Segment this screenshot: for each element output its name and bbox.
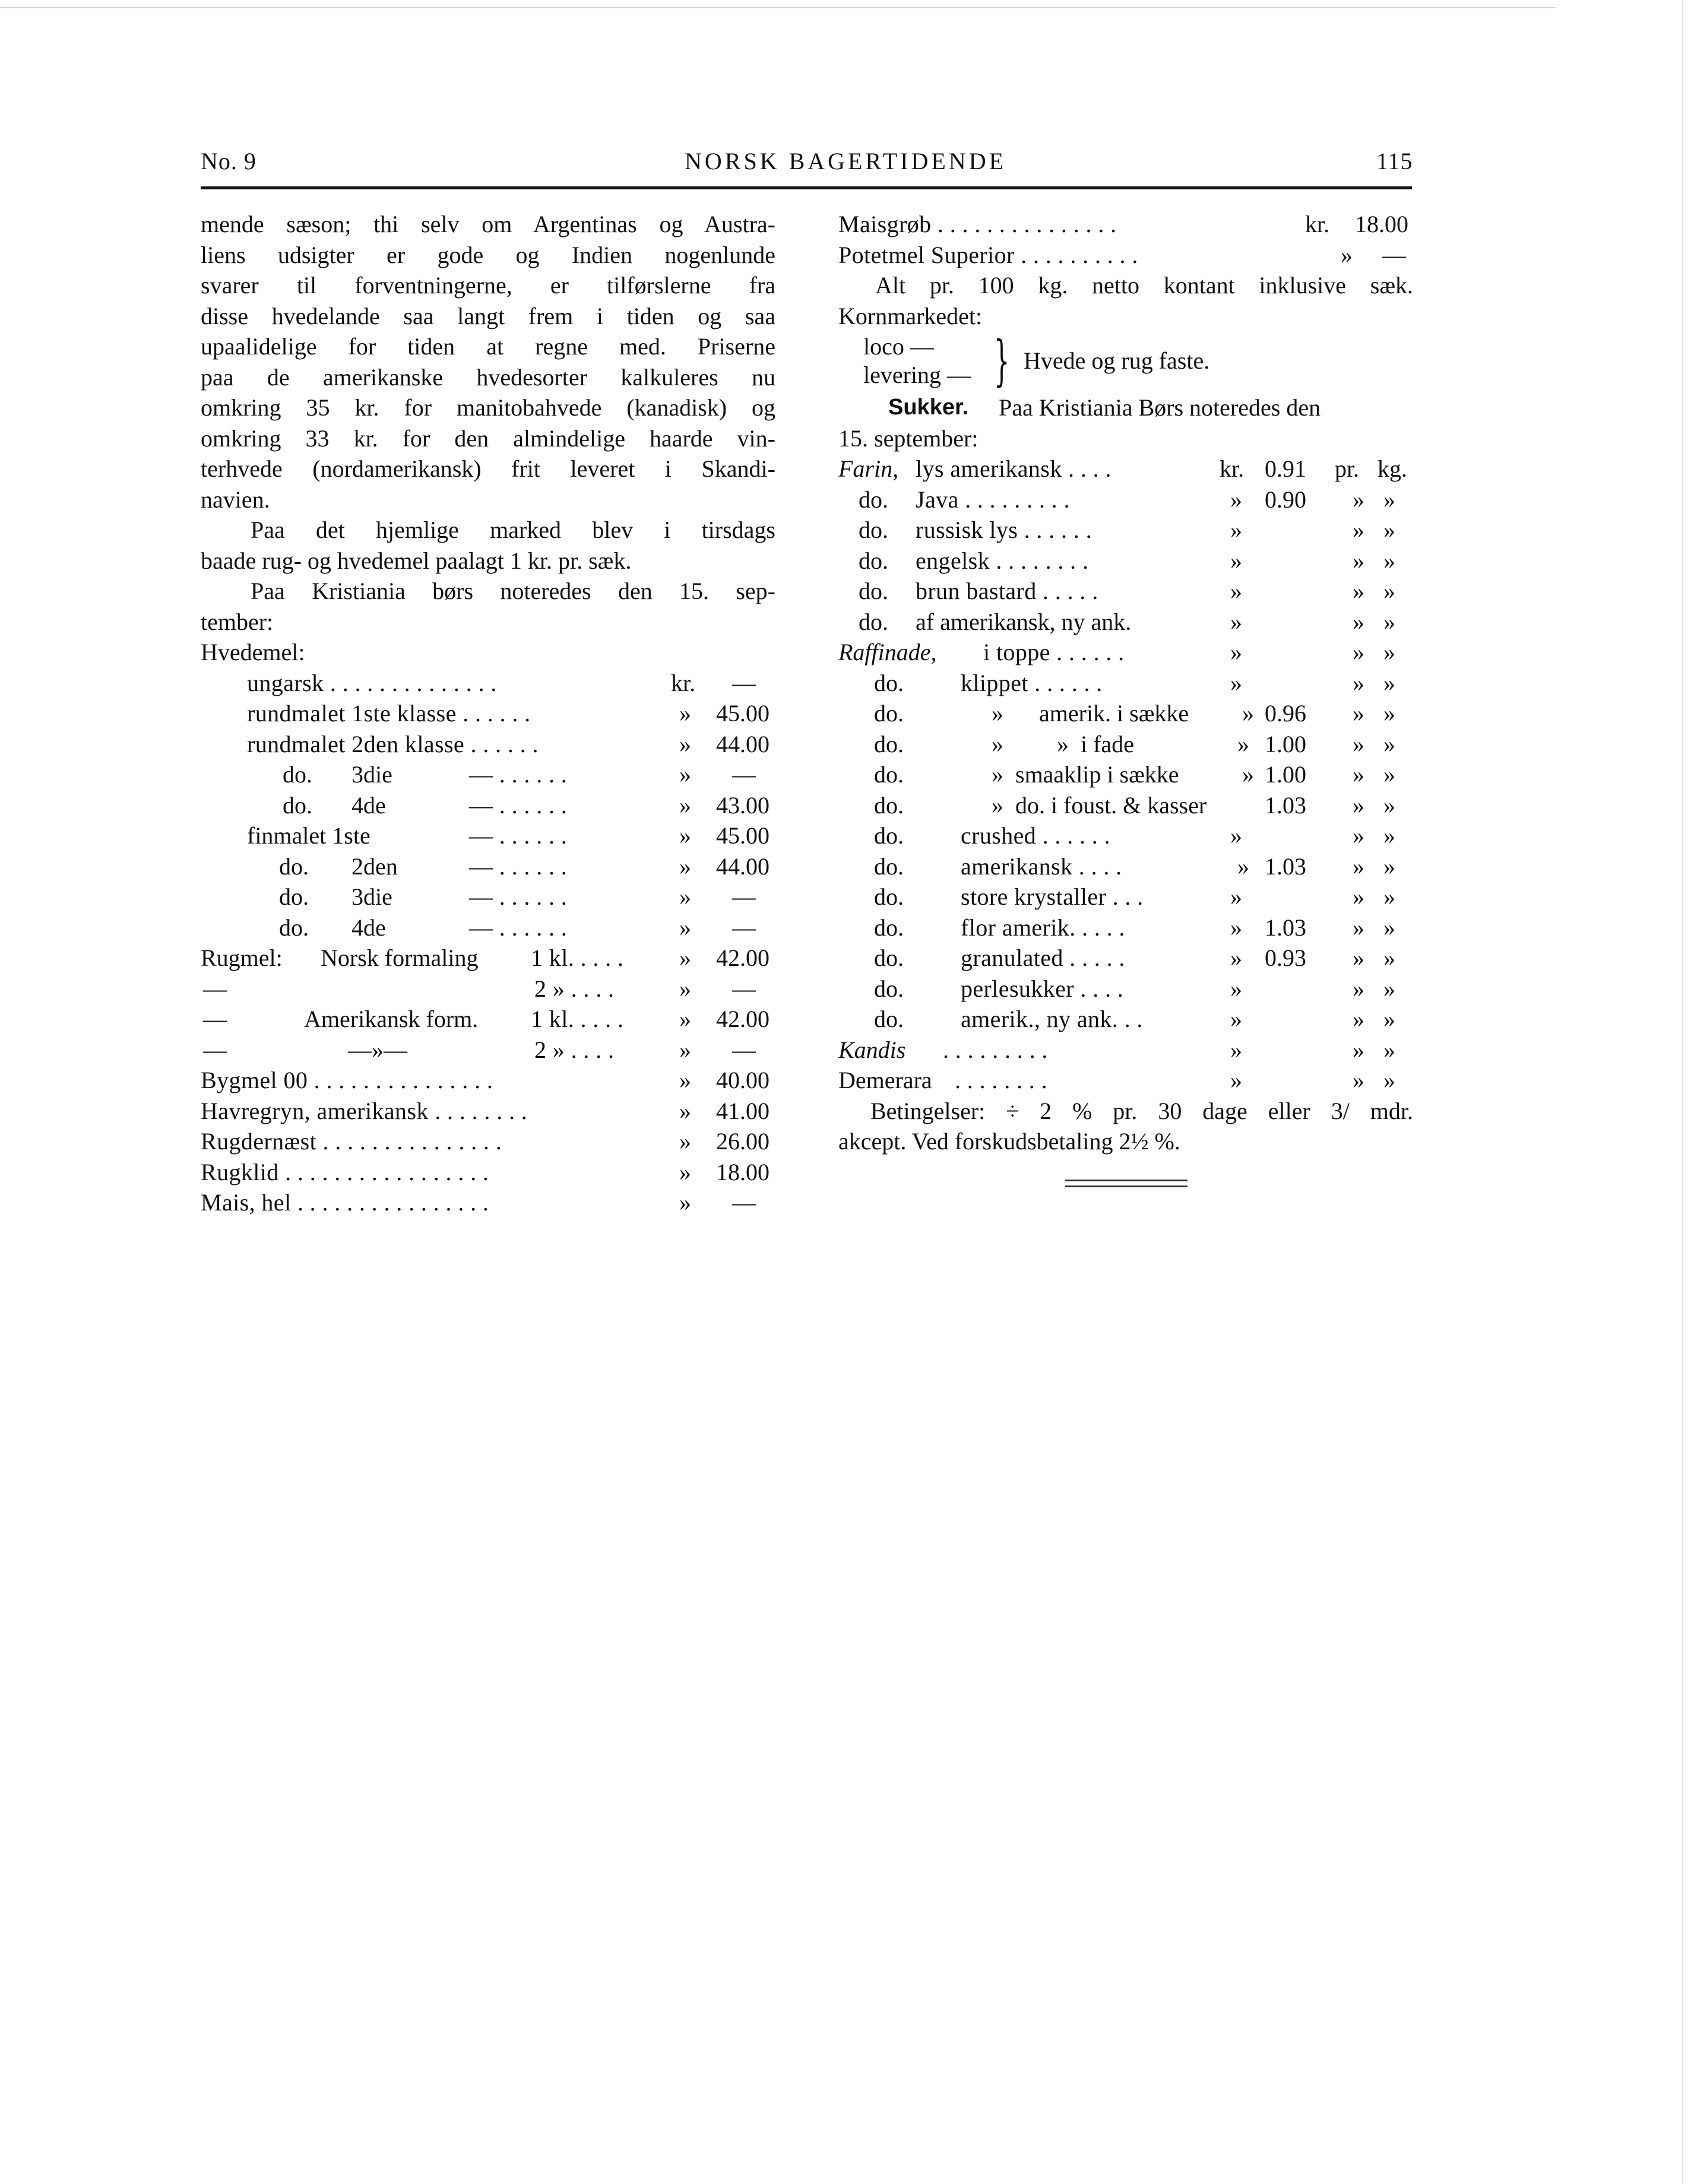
unit-kg: »: [1383, 486, 1395, 513]
price-value: 0.90: [1265, 486, 1306, 513]
sukker-intro: [838, 392, 1413, 423]
price-value: 42.00: [716, 1006, 770, 1032]
price-value: 26.00: [716, 1128, 770, 1155]
item-name: klippet . . . . . .: [961, 669, 1103, 696]
unit-per: »: [1353, 1067, 1364, 1093]
item-grade: 1 kl. . . . .: [531, 1006, 624, 1032]
item-name: do.: [279, 914, 309, 941]
price-row: [201, 974, 775, 1004]
unit-marker: »: [1230, 578, 1242, 604]
item-category: Farin,: [838, 455, 899, 482]
article-paragraph: [201, 209, 775, 515]
ditto-label: do.: [859, 486, 888, 513]
item-name: i toppe . . . . . .: [983, 639, 1125, 665]
item-grade: 2den: [352, 852, 398, 880]
unit-kg: »: [1383, 1006, 1395, 1032]
unit-per: »: [1353, 730, 1364, 757]
unit-per: »: [1353, 761, 1364, 788]
price-row: [838, 912, 1413, 943]
ditto-label: do.: [874, 761, 904, 788]
item-grade: 4de: [352, 791, 386, 819]
item-name: do.: [279, 852, 309, 880]
unit-kg: »: [1383, 1067, 1395, 1093]
item-filler: — . . . . . .: [469, 822, 568, 849]
unit-marker: »: [679, 791, 691, 819]
unit-marker: »: [1230, 547, 1242, 574]
unit-kg: »: [1383, 730, 1395, 757]
unit-marker: »: [679, 975, 691, 1002]
price-row: [838, 851, 1413, 882]
unit-marker: »: [679, 1097, 691, 1124]
price-row: [838, 637, 1413, 668]
price-row: [838, 484, 1413, 515]
end-rule: [1065, 1185, 1188, 1187]
item-name: » amerik. i sække: [992, 700, 1189, 727]
unit-kg: »: [1383, 944, 1395, 971]
unit-marker: »: [1230, 944, 1242, 971]
text-line: navien.: [201, 486, 270, 513]
item-name: Rugdernæst . . . . . . . . . . . . . . .: [201, 1128, 502, 1155]
unit-marker: kr.: [1305, 211, 1330, 237]
item-grade: 2 » . . . .: [534, 975, 615, 1002]
unit-marker: »: [679, 852, 691, 880]
unit-kg: »: [1383, 639, 1395, 665]
hvedemel-price-list: [201, 668, 775, 943]
unit-kg: »: [1383, 700, 1395, 727]
unit-marker: »: [1242, 761, 1254, 788]
unit-marker: »: [679, 1128, 691, 1155]
item-name: brun bastard . . . . .: [916, 578, 1098, 604]
unit-per: »: [1353, 608, 1364, 635]
price-row: [838, 1004, 1413, 1035]
unit-kg: »: [1383, 852, 1395, 880]
left-column: [201, 209, 775, 1218]
price-value: 1.03: [1265, 852, 1306, 880]
unit-per: »: [1353, 883, 1364, 910]
unit-marker: »: [1230, 486, 1242, 513]
unit-marker: »: [679, 1006, 691, 1032]
end-rule: [1065, 1180, 1188, 1181]
price-row: [838, 790, 1413, 821]
ditto-label: do.: [874, 791, 904, 819]
unit-marker: kr.: [1220, 455, 1244, 482]
sukker-date: 15. september:: [838, 424, 978, 452]
price-value: 43.00: [716, 791, 770, 819]
item-category: Kandis: [838, 1036, 906, 1063]
unit-marker: »: [1230, 914, 1242, 941]
ditto-label: do.: [859, 547, 888, 574]
unit-kg: »: [1383, 547, 1395, 574]
text-line: omkring 35 kr. for manitobahvede (kanadisk) og: [201, 394, 775, 421]
price-value: —: [732, 1036, 756, 1063]
unit-marker: »: [1242, 700, 1254, 727]
price-row: [838, 820, 1413, 851]
item-origin: Amerikansk form.: [304, 1006, 479, 1032]
ditto-label: do.: [874, 700, 904, 727]
item-name: » smaaklip i sække: [992, 761, 1179, 788]
ditto-label: do.: [874, 944, 904, 971]
unit-marker: »: [1230, 1006, 1242, 1032]
price-value: 1.00: [1265, 730, 1306, 757]
text-line: Paa det hjemlige marked blev i tirsdags: [251, 516, 775, 543]
unit-marker: »: [679, 914, 691, 941]
unit-per: »: [1353, 791, 1364, 819]
price-row: [838, 454, 1413, 484]
ditto-label: do.: [874, 669, 904, 696]
price-value: 42.00: [716, 944, 770, 971]
price-row: [201, 790, 775, 821]
price-row: [201, 882, 775, 912]
ditto-mark: —: [203, 1036, 227, 1063]
price-row: [838, 882, 1413, 912]
unit-marker: »: [1230, 669, 1242, 696]
price-row: [838, 1035, 1413, 1066]
text-line: mende sæson; thi selv om Argentinas og Austra-: [201, 211, 775, 237]
scan-edge-line: [0, 7, 1556, 8]
unit-marker: »: [1230, 639, 1242, 665]
unit-per: »: [1353, 547, 1364, 574]
price-row: [838, 546, 1413, 576]
unit-marker: »: [679, 1189, 691, 1216]
text-line: tember:: [201, 608, 274, 635]
unit-per: »: [1353, 700, 1364, 727]
price-value: —: [732, 883, 756, 910]
price-value: 44.00: [716, 730, 770, 757]
price-value: 1.03: [1265, 914, 1306, 941]
ditto-label: do.: [874, 975, 904, 1002]
ditto-label: do.: [874, 852, 904, 880]
unit-marker: »: [679, 700, 691, 727]
text-line: Paa Kristiania børs noteredes den 15. sep-: [251, 578, 775, 604]
unit-marker: »: [1341, 241, 1353, 268]
price-row: [201, 912, 775, 943]
unit-marker: »: [679, 1036, 691, 1063]
unit-per: »: [1353, 852, 1364, 880]
item-name: Potetmel Superior . . . . . . . . . .: [838, 241, 1138, 268]
item-name: do.: [283, 761, 312, 788]
sukker-intro-text: Paa Kristiania Børs noteredes den: [999, 394, 1321, 421]
price-value: —: [732, 914, 756, 941]
unit-marker: »: [1230, 516, 1242, 543]
price-row: [838, 729, 1413, 760]
price-value: —: [732, 975, 756, 1002]
item-origin: Norsk formaling: [321, 944, 479, 971]
item-name: rundmalet 1ste klasse . . . . . .: [247, 700, 531, 727]
price-value: 41.00: [716, 1097, 770, 1124]
price-row: [201, 820, 775, 851]
ditto-mark: —: [203, 1006, 227, 1032]
price-value: 0.96: [1265, 700, 1306, 727]
unit-marker: »: [679, 944, 691, 971]
unit-kg: »: [1383, 883, 1395, 910]
price-row: [838, 759, 1413, 790]
price-row: [838, 515, 1413, 546]
item-name: Maisgrøb . . . . . . . . . . . . . . .: [838, 211, 1117, 237]
item-name: rundmalet 2den klasse . . . . . .: [247, 730, 539, 757]
text-line: paa de amerikanske hvedesorter kalkuleres nu: [201, 363, 775, 391]
ditto-label: do.: [874, 822, 904, 849]
ditto-label: do.: [874, 730, 904, 757]
kornmarkedet-heading: Kornmarkedet:: [838, 302, 983, 329]
item-grade: 3die: [352, 761, 392, 788]
item-grade: 1 kl. . . . .: [531, 944, 624, 971]
unit-marker: »: [679, 1067, 691, 1093]
item-grade: 3die: [352, 883, 392, 910]
item-name: do.: [283, 791, 312, 819]
item-name: amerikansk . . . .: [961, 852, 1122, 880]
price-row: [201, 943, 775, 974]
item-name: Mais, hel . . . . . . . . . . . . . . . .: [201, 1189, 489, 1216]
unit-per: »: [1353, 578, 1364, 604]
price-value: 0.91: [1265, 455, 1306, 482]
price-value: —: [1382, 241, 1406, 268]
unit-marker: »: [1230, 1067, 1242, 1093]
loco-label: loco —: [863, 333, 934, 360]
terms-line: akcept. Ved forskudsbetaling 2½ %.: [838, 1128, 1180, 1155]
unit-per: »: [1353, 944, 1364, 971]
price-row: [201, 1187, 775, 1218]
price-row: [201, 1065, 775, 1096]
unit-kg: »: [1383, 608, 1395, 635]
unit-marker: »: [1230, 975, 1242, 1002]
unit-kg: »: [1383, 516, 1395, 543]
unit-kg: »: [1383, 669, 1395, 696]
unit-kg: »: [1383, 914, 1395, 941]
sugar-price-list: [838, 454, 1413, 1096]
price-row: [838, 240, 1413, 271]
item-name: Java . . . . . . . . .: [916, 486, 1070, 513]
right-column: [838, 209, 1413, 1157]
price-value: 40.00: [716, 1067, 770, 1093]
levering-label: levering —: [863, 362, 971, 388]
header-rule: [201, 186, 1412, 189]
unit-marker: »: [1237, 852, 1249, 880]
unit-per: »: [1353, 822, 1364, 849]
item-name: granulated . . . . .: [961, 944, 1125, 971]
item-name: perlesukker . . . .: [961, 975, 1124, 1002]
unit-kg: »: [1383, 761, 1395, 788]
terms-line: Alt pr. 100 kg. netto kontant inklusive sæk.: [875, 272, 1413, 299]
text-line: terhvede (nordamerikansk) frit leveret i Skandi-: [201, 455, 775, 482]
unit-marker: »: [679, 730, 691, 757]
item-name: russisk lys . . . . . .: [916, 516, 1092, 543]
text-line: baade rug- og hvedemel paalagt 1 kr. pr. sæk.: [201, 547, 632, 574]
price-value: 44.00: [716, 852, 770, 880]
price-row: [838, 698, 1413, 729]
item-name: Rugklid . . . . . . . . . . . . . . . . .: [201, 1158, 489, 1185]
item-category: Raffinade,: [838, 639, 937, 665]
price-value: —: [732, 761, 756, 788]
ditto-label: do.: [874, 883, 904, 910]
unit-kg: »: [1383, 1036, 1395, 1063]
scan-edge-line: [1682, 0, 1683, 2184]
item-name: » do. i foust. & kasser: [992, 791, 1207, 819]
price-value: —: [732, 1189, 756, 1216]
item-name: Havregryn, amerikansk . . . . . . . .: [201, 1097, 528, 1124]
ditto-mark: —: [203, 975, 227, 1002]
unit-per: pr.: [1335, 455, 1360, 482]
item-name: Rugmel:: [201, 944, 283, 971]
price-value: 18.00: [716, 1158, 770, 1185]
price-row: [201, 1096, 775, 1127]
price-row: [201, 668, 775, 699]
price-row: [201, 851, 775, 882]
price-value: —: [732, 669, 756, 696]
unit-marker: »: [1230, 1036, 1242, 1063]
price-row: [201, 1157, 775, 1188]
text-line: omkring 33 kr. for den almindelige haarde vin-: [201, 424, 775, 452]
grain-market-status: Hvede og rug faste.: [1024, 347, 1210, 374]
ditto-label: do.: [859, 516, 888, 543]
unit-marker: »: [1230, 608, 1242, 635]
item-name: store krystaller . . .: [961, 883, 1144, 910]
item-filler: — . . . . . .: [469, 914, 568, 941]
item-origin: —»—: [348, 1036, 407, 1063]
item-filler: . . . . . . . . .: [943, 1036, 1048, 1063]
item-grade: 4de: [352, 914, 386, 941]
item-name: lys amerikansk . . . .: [916, 455, 1112, 482]
unit-per: »: [1353, 516, 1364, 543]
unit-kg: »: [1383, 791, 1395, 819]
unit-marker: »: [679, 822, 691, 849]
item-filler: — . . . . . .: [469, 761, 568, 788]
unit-marker: kr.: [671, 669, 696, 696]
item-filler: — . . . . . .: [469, 791, 568, 819]
price-row: [201, 759, 775, 790]
unit-per: »: [1353, 1036, 1364, 1063]
price-row: [838, 943, 1413, 974]
page-number: 115: [1376, 148, 1413, 175]
rugmel-price-list: [201, 943, 775, 1065]
price-value: 45.00: [716, 822, 770, 849]
price-row: [838, 668, 1413, 699]
unit-kg: kg.: [1378, 455, 1407, 482]
unit-per: »: [1353, 975, 1364, 1002]
price-row: [201, 1004, 775, 1035]
price-row: [201, 1035, 775, 1066]
issue-number: No. 9: [201, 148, 256, 175]
unit-marker: »: [679, 761, 691, 788]
text-line: liens udsigter er gode og Indien nogenlunde: [201, 241, 775, 268]
item-filler: — . . . . . .: [469, 852, 568, 880]
brace-icon: }: [994, 329, 1010, 392]
unit-kg: »: [1383, 822, 1395, 849]
item-name: » » i fade: [992, 730, 1134, 757]
price-value: 1.00: [1265, 761, 1306, 788]
grain-market-note: [838, 331, 1413, 392]
unit-per: »: [1353, 486, 1364, 513]
unit-kg: »: [1383, 975, 1395, 1002]
unit-marker: »: [1230, 883, 1242, 910]
item-grade: 2 » . . . .: [534, 1036, 615, 1063]
ditto-label: do.: [859, 608, 888, 635]
item-filler: — . . . . . .: [469, 883, 568, 910]
price-value: 1.03: [1265, 791, 1306, 819]
unit-per: »: [1353, 1006, 1364, 1032]
price-row: [838, 209, 1413, 240]
item-name: do.: [279, 883, 309, 910]
terms-line: Betingelser: ÷ 2 % pr. 30 dage eller 3/ mdr.: [870, 1097, 1413, 1124]
item-name: finmalet 1ste: [247, 822, 370, 849]
price-row: [838, 974, 1413, 1004]
price-row: [201, 1126, 775, 1157]
price-value: 45.00: [716, 700, 770, 727]
price-row: [201, 729, 775, 760]
unit-marker: »: [679, 1158, 691, 1185]
hvedemel-heading: Hvedemel:: [201, 639, 305, 665]
price-value: 0.93: [1265, 944, 1306, 971]
item-name: crushed . . . . . .: [961, 822, 1110, 849]
unit-per: »: [1353, 669, 1364, 696]
unit-marker: »: [1230, 822, 1242, 849]
other-price-list: [201, 1065, 775, 1218]
item-name: ungarsk . . . . . . . . . . . . . .: [247, 669, 497, 696]
article-paragraph: [201, 515, 775, 576]
text-line: svarer til forventningerne, er tilførslerne fra: [201, 272, 775, 299]
unit-marker: »: [1237, 730, 1249, 757]
unit-per: »: [1353, 914, 1364, 941]
item-name: flor amerik. . . . .: [961, 914, 1125, 941]
journal-title: NORSK BAGERTIDENDE: [684, 148, 1007, 175]
text-line: disse hvedelande saa langt frem i tiden og saa: [201, 302, 775, 329]
price-row: [201, 698, 775, 729]
ditto-label: do.: [874, 1006, 904, 1032]
article-paragraph: [201, 576, 775, 637]
item-name: Bygmel 00 . . . . . . . . . . . . . . .: [201, 1067, 493, 1093]
unit-per: »: [1353, 639, 1364, 665]
item-name: amerik., ny ank. . .: [961, 1006, 1143, 1032]
unit-kg: »: [1383, 578, 1395, 604]
item-name: engelsk . . . . . . . .: [916, 547, 1089, 574]
price-value: 18.00: [1355, 211, 1408, 237]
unit-marker: »: [679, 883, 691, 910]
ditto-label: do.: [874, 914, 904, 941]
item-name: Demerara: [838, 1067, 932, 1093]
item-name: af amerikansk, ny ank.: [916, 608, 1132, 635]
ditto-label: do.: [859, 578, 888, 604]
price-row: [838, 607, 1413, 638]
text-line: upaalidelige for tiden at regne med. Priserne: [201, 333, 775, 360]
price-row: [838, 1065, 1413, 1096]
price-row: [838, 576, 1413, 607]
item-filler: . . . . . . . .: [955, 1067, 1047, 1093]
sukker-heading: Sukker.: [888, 395, 969, 420]
